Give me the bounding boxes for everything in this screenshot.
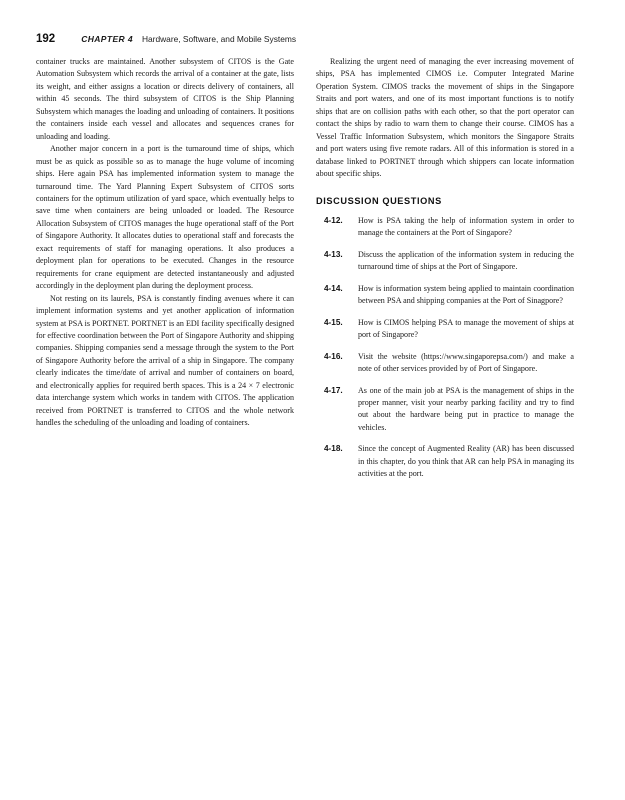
discussion-questions [324,215,574,481]
body-paragraph: Another major concern in a port is the turnaround time of ships, which must be as quick as possible so as to manage the huge volume of incoming ships. Here again PSA has implemented information system to manage the turnaround time. The Yard Planning Expert Subsystem of CITOS sorts containers for the optimum utilization of yard space, which eventually helps to save time when containers are being unloaded or loaded. The Resource Allocation Subsystem of CITOS manages the huge operational staff of the Port of Singapore Authority. It allocates duties to operational staff and forecasts the exact requirements of staff for managing operations. It also produces a deployment plan for operations to be executed. Changes in the resource requirements for crane equipment are detected instantaneously and adjusted accordingly in the deployment plan during the deployment process. [36,144,294,291]
body-paragraph: Realizing the urgent need of managing the ever increasing movement of ships, PSA has implemented CIMOS i.e. Computer Integrated Marine Operation System. CIMOS tracks the movement of ships in the Singapore Straits and port waters, and one of its most important functions is to notify ships that are on collision paths with each other, so that the port operator can contact the ships by radio to warn them to change their course. CIMOS has a Vessel Traffic Information Subsystem, which monitors the Singapore Straits and port waters using five remote radars. All of this information is stored in a database linked to PORTNET through which shippers can locate information about specific ships. [316,57,574,179]
chapter-title: Hardware, Software, and Mobile Systems [141,34,297,44]
question-text: Visit the website (https://www.singaporepsa.com/) and make a note of other services provided by of Port of Singapore. [358,351,574,374]
question-item [324,351,574,376]
question-number: 4-16. [324,351,343,361]
section-heading: DISCUSSION QUESTIONS [316,195,442,206]
question-item [324,385,574,435]
question-item [324,317,574,342]
question-text: How is CIMOS helping PSA to manage the movement of ships at port of Singapore? [358,317,574,340]
question-text: How is information system being applied to maintain coordination between PSA and shipping companies at the Port of Sinagpore? [358,283,574,306]
question-text: Discuss the application of the information system in reducing the turnaround time of ships at the Port of Singapore. [358,249,574,272]
question-number: 4-13. [324,249,343,259]
question-item [324,249,574,274]
question-number: 4-15. [324,317,343,327]
chapter-label: CHAPTER 4 [81,34,133,44]
running-header [36,33,596,47]
question-number: 4-12. [324,215,343,225]
question-text: How is PSA taking the help of information system in order to manage the containers at the Port of Singapore? [358,215,574,238]
question-text: As one of the main job at PSA is the management of ships in the proper manner, visit your nearby parking facility and try to find out about the hardware being put in practice to manage the vehicles. [358,385,574,432]
body-paragraph: Not resting on its laurels, PSA is constantly finding avenues where it can implement information systems and yet another application of information system at PSA is PORTNET. PORTNET is an EDI facility specifically designed for effective coordination between the Port of Singapore Authority and shipping companies. Shipping companies send a message through the system to the Port of Singapore Authority before the arrival of a ship in Singapore. The company clearly indicates the time/date of arrival and number of containers on board, and electronically applies for required berth spaces. This is a 24 × 7 electronic data interchange system which works in tandem with CITOS. The application received from PORTNET is transferred to CITOS and the whole network handles the scheduling of the unloading and loading of containers. [36,293,294,428]
left-column [36,56,294,430]
question-item [324,215,574,240]
question-item [324,283,574,308]
question-text: Since the concept of Augmented Reality (AR) has been discussed in this chapter, do you think that AR can help PSA in managing its activities at the port. [358,444,574,479]
question-number: 4-14. [324,283,343,293]
right-column [316,56,574,490]
question-number: 4-17. [324,385,343,395]
body-paragraph: container trucks are maintained. Another subsystem of CITOS is the Gate Automation Subsystem which records the arrival of a container at the gate, lists its weight, and either assigns a location or directs delivery of containers, all within 45 seconds. The third subsystem of CITOS is the Ship Planning Subsystem which manages the loading and unloading of containers. It positions the containers inside each vessel and allocates and sequences cranes for unloading and loading. [36,57,294,141]
question-item [324,443,574,480]
page-number: 192 [36,33,56,45]
question-number: 4-18. [324,444,343,454]
